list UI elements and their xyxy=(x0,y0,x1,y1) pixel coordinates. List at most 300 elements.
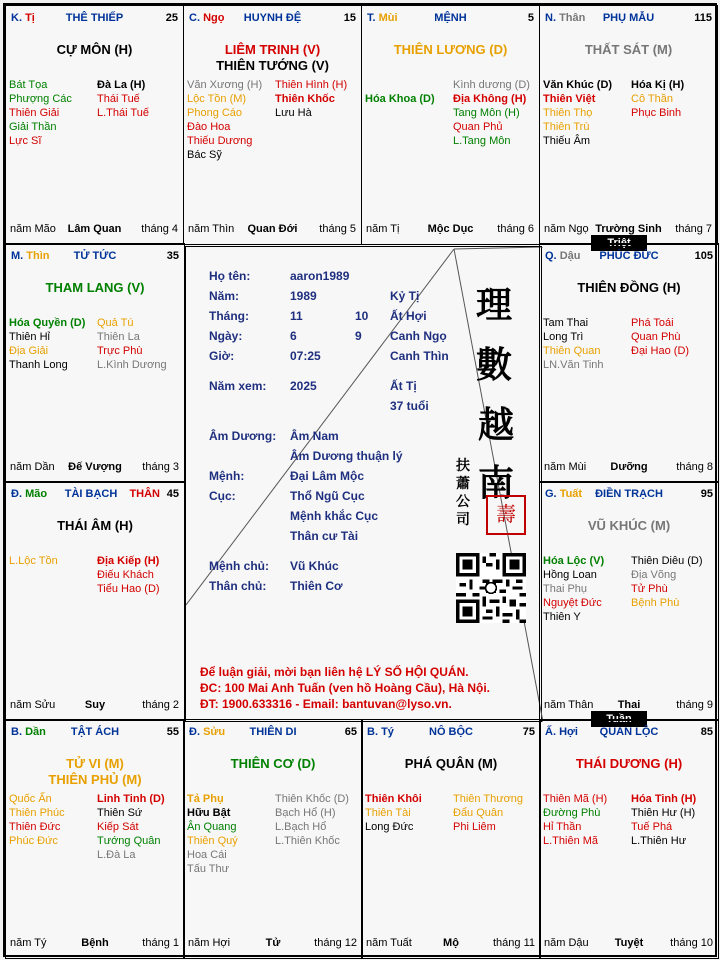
palace-cell-suu[interactable] xyxy=(183,719,363,959)
life-phase: Mộc Dục xyxy=(427,223,474,235)
palace-footer xyxy=(6,461,184,475)
life-phase: Dưỡng xyxy=(610,461,648,473)
minor-star: Bát Tọa xyxy=(9,79,48,91)
left-star-column xyxy=(187,78,262,162)
main-star: THIÊN CƠ (D) xyxy=(230,756,316,771)
menh-value: Đại Lâm Mộc xyxy=(290,469,365,483)
menh-khac-cuc: Mệnh khắc Cục xyxy=(290,509,379,523)
palace-name: HUYNH ĐỆ xyxy=(243,12,302,24)
month-label: tháng 9 xyxy=(676,699,713,711)
palace-footer xyxy=(6,223,183,237)
minor-star: Phượng Các xyxy=(9,93,72,105)
branch-name: Mùi xyxy=(378,12,398,24)
left-star-column xyxy=(187,792,238,876)
right-star-column xyxy=(97,78,149,120)
minor-star: Tang Môn (H) xyxy=(453,107,520,119)
life-phase: Trường Sinh xyxy=(595,223,662,235)
can-prefix: Q. xyxy=(545,250,557,262)
palace-footer xyxy=(362,937,540,951)
minor-star: Hỉ Thần xyxy=(543,821,582,833)
minor-star: Bệnh Phù xyxy=(631,597,680,609)
right-star-column xyxy=(631,316,689,358)
minor-star: Địa Võng xyxy=(631,569,677,581)
contact-line-1: Để luận giải, mời bạn liên hệ LÝ SỐ HỘI QUÁN. xyxy=(200,665,469,679)
can-prefix: T. xyxy=(367,12,376,24)
palace-cell-dan[interactable] xyxy=(5,719,185,959)
minor-star: Thiên Việt xyxy=(543,93,596,105)
thang-label: Tháng: xyxy=(209,309,249,323)
right-star-column xyxy=(97,554,160,596)
minor-star: Đại Hao (D) xyxy=(631,345,690,357)
can-prefix: N. xyxy=(545,12,556,24)
menh-chu-label: Mệnh chủ: xyxy=(209,559,269,573)
contact-address: ĐC: 100 Mai Anh Tuấn (ven hồ Hoàng Cầu), Hà Nội. xyxy=(200,681,491,695)
left-star-column xyxy=(543,316,604,372)
right-star-column xyxy=(631,78,684,120)
left-star-column xyxy=(9,316,85,372)
can-prefix: B. xyxy=(367,726,378,738)
minor-star: Thiên Sứ xyxy=(97,807,143,819)
minor-star: Tuế Phá xyxy=(631,821,673,833)
palace-header xyxy=(6,12,183,28)
minor-star: Lực Sĩ xyxy=(9,135,42,147)
year-label: năm Thìn xyxy=(188,223,235,235)
cuc-value: Thổ Ngũ Cục xyxy=(290,489,365,503)
minor-star: Thiên Khôi xyxy=(365,793,422,805)
can-prefix: M. xyxy=(11,250,24,262)
minor-star: Thiên Thương xyxy=(453,793,524,805)
minor-star: Thiên Hư (H) xyxy=(631,807,696,819)
branch-name: Dần xyxy=(25,726,46,738)
minor-star: L.Thái Tuế xyxy=(97,107,149,119)
main-star: VŨ KHÚC (M) xyxy=(587,518,671,533)
thang-am: 10 xyxy=(355,309,369,323)
minor-star: L.Đà La xyxy=(97,849,136,861)
year-label: năm Sửu xyxy=(10,699,56,711)
right-star-column xyxy=(453,792,523,834)
year-label: năm Tị xyxy=(366,223,400,235)
minor-star: Phi Liêm xyxy=(453,821,496,833)
minor-star: Thiếu Dương xyxy=(187,135,253,147)
palace-footer xyxy=(6,699,184,713)
nam-can-chi: Kỷ Tị xyxy=(390,289,420,303)
minor-star: L.Thiên Khốc xyxy=(275,835,340,847)
minor-star: Đào Hoa xyxy=(187,121,231,133)
month-label: tháng 12 xyxy=(314,937,357,949)
palace-name: PHÚC ĐỨC xyxy=(599,250,659,262)
main-star: THÁI ÂM (H) xyxy=(57,518,133,533)
calligraphy-char-3: 越 xyxy=(478,404,515,446)
minor-star: Giải Thần xyxy=(9,121,57,133)
am-duong-value: Âm Nam xyxy=(290,429,339,443)
ngay-am: 9 xyxy=(355,329,362,343)
minor-star: Phá Toái xyxy=(631,317,674,329)
month-label: tháng 6 xyxy=(497,223,534,235)
minor-star: Văn Khúc (D) xyxy=(543,79,613,91)
minor-star: Thiên Hình (H) xyxy=(275,79,348,91)
minor-star: Đà La (H) xyxy=(97,79,146,91)
main-star: CỰ MÔN (H) xyxy=(56,42,133,57)
can-prefix: Ấ. xyxy=(545,726,556,738)
minor-star: Thiên Hỉ xyxy=(9,331,50,343)
nam-label: Năm: xyxy=(209,289,240,303)
minor-star: Quan Phù xyxy=(631,331,681,343)
palace-header xyxy=(540,12,717,28)
nam-xem-can-chi: Ất Tị xyxy=(390,379,417,393)
left-star-column xyxy=(9,554,58,568)
minor-star: Ân Quang xyxy=(187,821,237,833)
calligraphy-small-3: 公 xyxy=(456,494,470,510)
qr-code[interactable] xyxy=(456,553,526,623)
left-star-column xyxy=(543,792,607,848)
palace-name: TỬ TỨC xyxy=(73,250,117,262)
palace-header xyxy=(184,726,362,742)
right-star-column xyxy=(631,792,696,848)
minor-star: Thiên Khốc xyxy=(275,93,335,105)
palace-name: NÔ BỘC xyxy=(429,726,473,738)
branch-name: Ngọ xyxy=(203,12,225,24)
branch-name: Tý xyxy=(381,726,394,738)
gio-value: 07:25 xyxy=(290,349,321,363)
gio-label: Giờ: xyxy=(209,349,235,363)
minor-star: Thiên Khốc (D) xyxy=(275,793,349,805)
gio-can-chi: Canh Thìn xyxy=(390,349,449,363)
minor-star: Thiên Giải xyxy=(9,107,60,119)
minor-star: Thiên La xyxy=(97,331,140,343)
age-number: 5 xyxy=(527,12,534,24)
tuoi-value: 37 tuổi xyxy=(390,399,429,413)
palace-cell-ty[interactable] xyxy=(5,5,184,245)
minor-star xyxy=(365,78,435,92)
palace-cell-mui[interactable] xyxy=(361,5,540,245)
minor-star: Thiên Quý xyxy=(187,835,238,847)
main-star: PHÁ QUÂN (M) xyxy=(404,756,498,771)
minor-star: Phong Cáo xyxy=(187,107,243,119)
month-label: tháng 11 xyxy=(492,937,535,949)
palace-header xyxy=(6,726,184,742)
palace-footer xyxy=(362,223,539,237)
left-star-column xyxy=(365,792,422,834)
calligraphy-small-2: 蕭 xyxy=(456,476,470,492)
menh-chu-value: Vũ Khúc xyxy=(290,559,339,573)
minor-star: Địa Kiếp (H) xyxy=(97,555,160,567)
minor-star: L.Lộc Tồn xyxy=(9,555,58,567)
minor-star: Thiên Phúc xyxy=(9,807,65,819)
palace-footer xyxy=(6,937,184,951)
calligraphy-char-1: 理 xyxy=(476,284,513,326)
minor-star: Địa Giải xyxy=(9,345,49,357)
palace-footer xyxy=(540,223,717,237)
minor-star: Kình dương (D) xyxy=(453,79,530,91)
minor-star: L.Thiên Hư xyxy=(631,835,687,847)
minor-star: L.Bạch Hổ xyxy=(275,821,327,833)
triet-tag: Triệt xyxy=(591,235,647,251)
minor-star: Thanh Long xyxy=(9,359,68,371)
age-number: 35 xyxy=(166,250,179,262)
life-phase: Đế Vượng xyxy=(68,461,122,473)
minor-star: Hoa Cái xyxy=(187,849,227,861)
minor-star: Bạch Hổ (H) xyxy=(275,807,336,819)
life-phase: Tử xyxy=(265,937,281,949)
left-star-column xyxy=(9,78,72,148)
palace-cell-mao[interactable] xyxy=(5,481,185,721)
age-number: 45 xyxy=(166,488,179,500)
left-star-column xyxy=(365,78,435,106)
can-prefix: Đ. xyxy=(189,726,200,738)
palace-header xyxy=(362,12,539,28)
thang-can-chi: Ất Hợi xyxy=(390,309,427,323)
palace-header xyxy=(184,12,361,28)
right-star-column xyxy=(453,78,530,148)
right-star-column xyxy=(275,792,349,848)
minor-star: Tả Phụ xyxy=(187,793,224,805)
palace-name: ĐIỀN TRẠCH xyxy=(595,488,663,500)
life-phase: Quan Đới xyxy=(247,223,298,235)
minor-star: Thiên Tài xyxy=(365,807,411,819)
palace-footer xyxy=(540,461,718,475)
ngay-can-chi: Canh Ngọ xyxy=(390,329,447,343)
red-seal: 壽 xyxy=(486,495,526,535)
palace-cell-ty2[interactable] xyxy=(361,719,541,959)
ho-ten-value: aaron1989 xyxy=(290,269,350,283)
age-number: 115 xyxy=(694,12,712,24)
palace-header xyxy=(6,250,184,266)
minor-star: Hồng Loan xyxy=(543,569,597,581)
life-phase: Tuyệt xyxy=(614,937,644,949)
right-star-column xyxy=(97,316,167,372)
branch-name: Mão xyxy=(25,488,48,500)
year-label: năm Dậu xyxy=(544,937,589,949)
am-duong-ly: Âm Dương thuận lý xyxy=(290,449,403,463)
branch-name: Tị xyxy=(25,12,35,24)
minor-star: Linh Tinh (D) xyxy=(97,793,165,805)
main-star: THIÊN ĐỒNG (H) xyxy=(577,280,681,295)
contact-phone-email[interactable]: ĐT: 1900.633316 - Email: bantuvan@lyso.vn. xyxy=(200,697,452,711)
minor-star: Tướng Quân xyxy=(97,835,161,847)
age-number: 85 xyxy=(700,726,713,738)
minor-star: Hóa Khoa (D) xyxy=(365,93,435,105)
minor-star: Thiên Thọ xyxy=(543,107,593,119)
minor-star: Hóa Quyền (D) xyxy=(9,317,86,329)
palace-footer xyxy=(540,699,718,713)
nam-xem-label: Năm xem: xyxy=(209,379,267,393)
minor-star: Long Đức xyxy=(365,821,414,833)
palace-header xyxy=(540,488,718,504)
minor-star: Tấu Thư xyxy=(187,863,230,875)
left-star-column xyxy=(543,78,612,148)
minor-star: Long Trì xyxy=(543,331,584,343)
calligraphy-small-4: 司 xyxy=(456,512,470,528)
minor-star: Thiên Mã (H) xyxy=(543,793,608,805)
year-label: năm Thân xyxy=(544,699,594,711)
main-star: THÁI DƯƠNG (H) xyxy=(575,756,683,771)
palace-name: THÊ THIẾP xyxy=(65,12,124,24)
month-label: tháng 7 xyxy=(675,223,712,235)
main-star: THIÊN LƯƠNG (D) xyxy=(393,42,508,57)
minor-star: Thiên Y xyxy=(543,611,581,623)
month-label: tháng 8 xyxy=(676,461,713,473)
main-star: THIÊN PHỦ (M) xyxy=(48,772,142,787)
palace-name: TẬT ÁCH xyxy=(70,726,120,738)
life-phase: Bệnh xyxy=(81,937,109,949)
minor-star: L.Kình Dương xyxy=(97,359,167,371)
year-label: năm Ngọ xyxy=(544,223,589,235)
nam-xem-value: 2025 xyxy=(290,379,317,393)
month-label: tháng 4 xyxy=(141,223,178,235)
right-star-column xyxy=(97,792,165,862)
palace-name: QUAN LỘC xyxy=(599,726,659,738)
age-number: 55 xyxy=(166,726,179,738)
palace-footer xyxy=(540,937,718,951)
minor-star: Thiên Đức xyxy=(9,821,61,833)
palace-header xyxy=(362,726,540,742)
year-label: năm Mùi xyxy=(544,461,587,473)
month-label: tháng 1 xyxy=(142,937,179,949)
left-star-column xyxy=(543,554,604,624)
than-chu-label: Thân chủ: xyxy=(209,579,267,593)
palace-header xyxy=(6,488,184,504)
palace-cell-thin[interactable] xyxy=(5,243,185,483)
can-prefix: Đ. xyxy=(11,488,22,500)
palace-cell-hoi[interactable] xyxy=(539,719,719,959)
ngay-value: 6 xyxy=(290,329,297,343)
minor-star: Lộc Tồn (M) xyxy=(187,93,247,105)
minor-star: Quan Phủ xyxy=(453,121,503,133)
minor-star: Phục Binh xyxy=(631,107,682,119)
palace-cell-ngo[interactable] xyxy=(183,5,362,245)
minor-star: Hóa Tinh (H) xyxy=(631,793,697,805)
minor-star: Hữu Bật xyxy=(187,807,231,819)
minor-star: Cô Thần xyxy=(631,93,673,105)
right-star-column xyxy=(275,78,347,120)
minor-star: L.Thiên Mã xyxy=(543,835,599,847)
minor-star: Bác Sỹ xyxy=(187,149,222,161)
info-panel xyxy=(185,246,542,722)
minor-star: Quốc Ấn xyxy=(9,793,52,805)
main-star: THẤT SÁT (M) xyxy=(584,42,673,57)
can-prefix: C. xyxy=(189,12,200,24)
month-label: tháng 10 xyxy=(670,937,713,949)
minor-star: Hóa Kị (H) xyxy=(631,79,685,91)
year-label: năm Dần xyxy=(10,461,55,473)
minor-star: Tam Thai xyxy=(543,317,589,329)
minor-star: Phúc Đức xyxy=(9,835,58,847)
palace-cell-than[interactable] xyxy=(539,5,718,245)
minor-star: Tử Phù xyxy=(631,583,668,595)
life-phase: Lâm Quan xyxy=(67,223,122,235)
palace-name: PHỤ MẪU xyxy=(602,12,655,24)
than-cu-tai: Thân cư Tài xyxy=(290,529,359,543)
minor-star: Lưu Hà xyxy=(275,107,312,119)
horoscope-chart xyxy=(3,3,717,957)
age-number: 25 xyxy=(165,12,178,24)
branch-name: Tuất xyxy=(559,488,583,500)
palace-name: THIÊN DI xyxy=(249,726,297,738)
minor-star: Quả Tú xyxy=(97,317,134,329)
calligraphy-small-1: 扶 xyxy=(456,458,470,474)
life-phase: Thai xyxy=(617,699,641,711)
palace-header xyxy=(540,726,718,742)
main-star: THAM LANG (V) xyxy=(45,280,145,295)
age-number: 65 xyxy=(344,726,357,738)
minor-star: Điếu Khách xyxy=(97,569,154,581)
branch-name: Thìn xyxy=(26,250,50,262)
minor-star: Hóa Lộc (V) xyxy=(543,555,605,567)
minor-star: Nguyệt Đức xyxy=(543,597,602,609)
menh-label: Mệnh: xyxy=(209,469,245,483)
year-label: năm Hợi xyxy=(188,937,231,949)
minor-star: Thiên Trù xyxy=(543,121,590,133)
branch-name: Sửu xyxy=(203,726,226,738)
nam-value: 1989 xyxy=(290,289,317,303)
month-label: tháng 5 xyxy=(319,223,356,235)
minor-star: Kiếp Sát xyxy=(97,821,139,833)
branch-name: Dậu xyxy=(559,250,581,262)
minor-star: LN.Văn Tinh xyxy=(543,359,604,371)
minor-star: Địa Không (H) xyxy=(453,93,527,105)
minor-star: Trực Phù xyxy=(97,345,143,357)
month-label: tháng 3 xyxy=(142,461,179,473)
minor-star: Thiếu Âm xyxy=(543,135,591,147)
age-number: 105 xyxy=(694,250,713,262)
minor-star: Văn Xương (H) xyxy=(187,79,263,91)
minor-star: Tiểu Hao (D) xyxy=(97,583,160,595)
minor-star: Đẩu Quân xyxy=(453,807,504,819)
main-star: LIÊM TRINH (V) xyxy=(224,42,321,57)
branch-name: Hợi xyxy=(559,726,578,738)
life-phase: Suy xyxy=(84,699,106,711)
palace-name: TÀI BẠCH xyxy=(64,488,118,500)
year-label: năm Tuất xyxy=(366,937,412,949)
age-number: 15 xyxy=(343,12,356,24)
can-prefix: B. xyxy=(11,726,22,738)
month-label: tháng 2 xyxy=(142,699,179,711)
palace-footer xyxy=(184,223,361,237)
ho-ten-label: Họ tên: xyxy=(209,269,251,283)
palace-footer xyxy=(184,937,362,951)
palace-name: MỆNH xyxy=(434,12,467,24)
minor-star: Thái Tuế xyxy=(97,93,140,105)
ngay-label: Ngày: xyxy=(209,329,243,343)
can-prefix: K. xyxy=(11,12,22,24)
main-star: TỬ VI (M) xyxy=(66,756,124,771)
cuc-label: Cục: xyxy=(209,489,236,503)
calligraphy-char-4: 南 xyxy=(478,462,515,504)
year-label: năm Mão xyxy=(10,223,56,235)
life-phase: Mộ xyxy=(443,937,459,949)
left-star-column xyxy=(9,792,65,848)
can-prefix: G. xyxy=(545,488,557,500)
palace-cell-dau[interactable] xyxy=(539,243,719,483)
am-duong-label: Âm Dương: xyxy=(209,429,277,443)
year-label: năm Tý xyxy=(10,937,47,949)
age-number: 75 xyxy=(522,726,535,738)
branch-name: Thân xyxy=(559,12,586,24)
minor-star: Thai Phụ xyxy=(543,583,588,595)
than-chu-value: Thiên Cơ xyxy=(290,579,343,593)
than-marker: THÂN xyxy=(129,488,160,500)
palace-cell-tuat[interactable] xyxy=(539,481,719,721)
calligraphy-char-2: 數 xyxy=(476,344,513,386)
minor-star: Thiên Quan xyxy=(543,345,601,357)
minor-star: Thiên Diêu (D) xyxy=(631,555,703,567)
right-star-column xyxy=(631,554,703,610)
main-star: THIÊN TƯỚNG (V) xyxy=(216,58,329,73)
tuan-tag: Tuần xyxy=(591,711,647,727)
palace-header xyxy=(540,250,718,266)
age-number: 95 xyxy=(700,488,713,500)
minor-star: Đường Phù xyxy=(543,807,601,819)
